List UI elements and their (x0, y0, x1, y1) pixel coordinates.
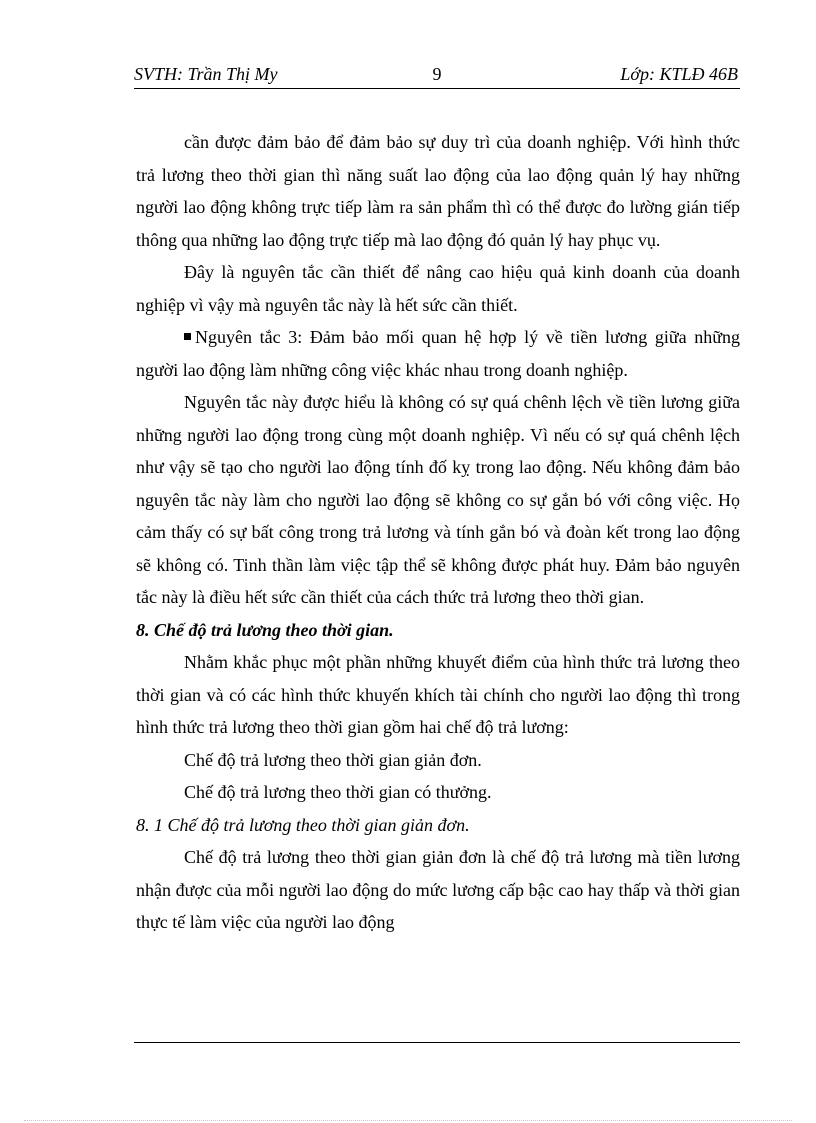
paragraph-3-text: Nguyên tắc 3: Đảm bảo mối quan hệ hợp lý về tiền lương giữa những người lao động làm những công việc khác nhau trong doanh nghiệp. (136, 327, 740, 380)
footer-rule (134, 1042, 740, 1043)
paragraph-5: Nhằm khắc phục một phần những khuyết điểm của hình thức trả lương theo thời gian và có các hình thức khuyến khích tài chính cho người lao động thì trong hình thức trả lương theo thời gian gồm hai chế độ trả lương: (136, 652, 740, 737)
bullet-square-icon (184, 333, 191, 340)
paragraph-6: Chế độ trả lương theo thời gian giản đơn. (184, 749, 482, 770)
paragraph-7: Chế độ trả lương theo thời gian có thưởng. (184, 782, 492, 802)
paragraph-1: cần được đảm bảo để đảm bảo sự duy trì của doanh nghiệp. Với hình thức trả lương theo thời gian thì năng suất lao động của lao động quản lý hay những người lao động không trực tiếp làm ra sản phẩm thì có thể được đo lường gián tiếp thông qua những lao động trực tiếp mà lao động đó quản lý hay phục vụ. (136, 132, 740, 250)
heading-section-8-1: 8. 1 Chế độ trả lương theo thời gian giản đơn. (136, 814, 470, 835)
paragraph-8: Chế độ trả lương theo thời gian giản đơn là chế độ trả lương mà tiền lương nhận được của mỗi người lao động do mức lương cấp bậc cao hay thấp và thời gian thực tế làm việc của người lao động (136, 847, 740, 932)
body-text (136, 126, 740, 939)
header-class: Lớp: KTLĐ 46B (620, 64, 738, 84)
paragraph-3 (136, 321, 740, 386)
header-author: SVTH: Trần Thị My (134, 64, 278, 84)
paragraph-4: Nguyên tắc này được hiểu là không có sự quá chênh lệch về tiền lương giữa những người lao động trong cùng một doanh nghiệp. Vì nếu có sự quá chênh lệch như vậy sẽ tạo cho người lao động tính đố kỵ trong lao động. Nếu không đảm bảo nguyên tắc này làm cho người lao động sẽ không co sự gắn bó với công việc. Họ cảm thấy có sự bất công trong trả lương và tính gắn bó và đoàn kết trong lao động sẽ không có. Tinh thần làm việc tập thể sẽ không được phát huy. Đảm bảo nguyên tắc này là điều hết sức cần thiết của cách thức trả lương theo thời gian. (136, 392, 740, 607)
header-page-number: 9 (432, 64, 442, 84)
paragraph-2: Đây là nguyên tắc cần thiết để nâng cao hiệu quả kinh doanh của doanh nghiệp vì vậy mà nguyên tắc này là hết sức cần thiết. (136, 262, 740, 315)
page-header (134, 62, 740, 89)
page-edge-dotted-line (24, 1120, 792, 1121)
heading-section-8: 8. Chế độ trả lương theo thời gian. (136, 619, 394, 640)
